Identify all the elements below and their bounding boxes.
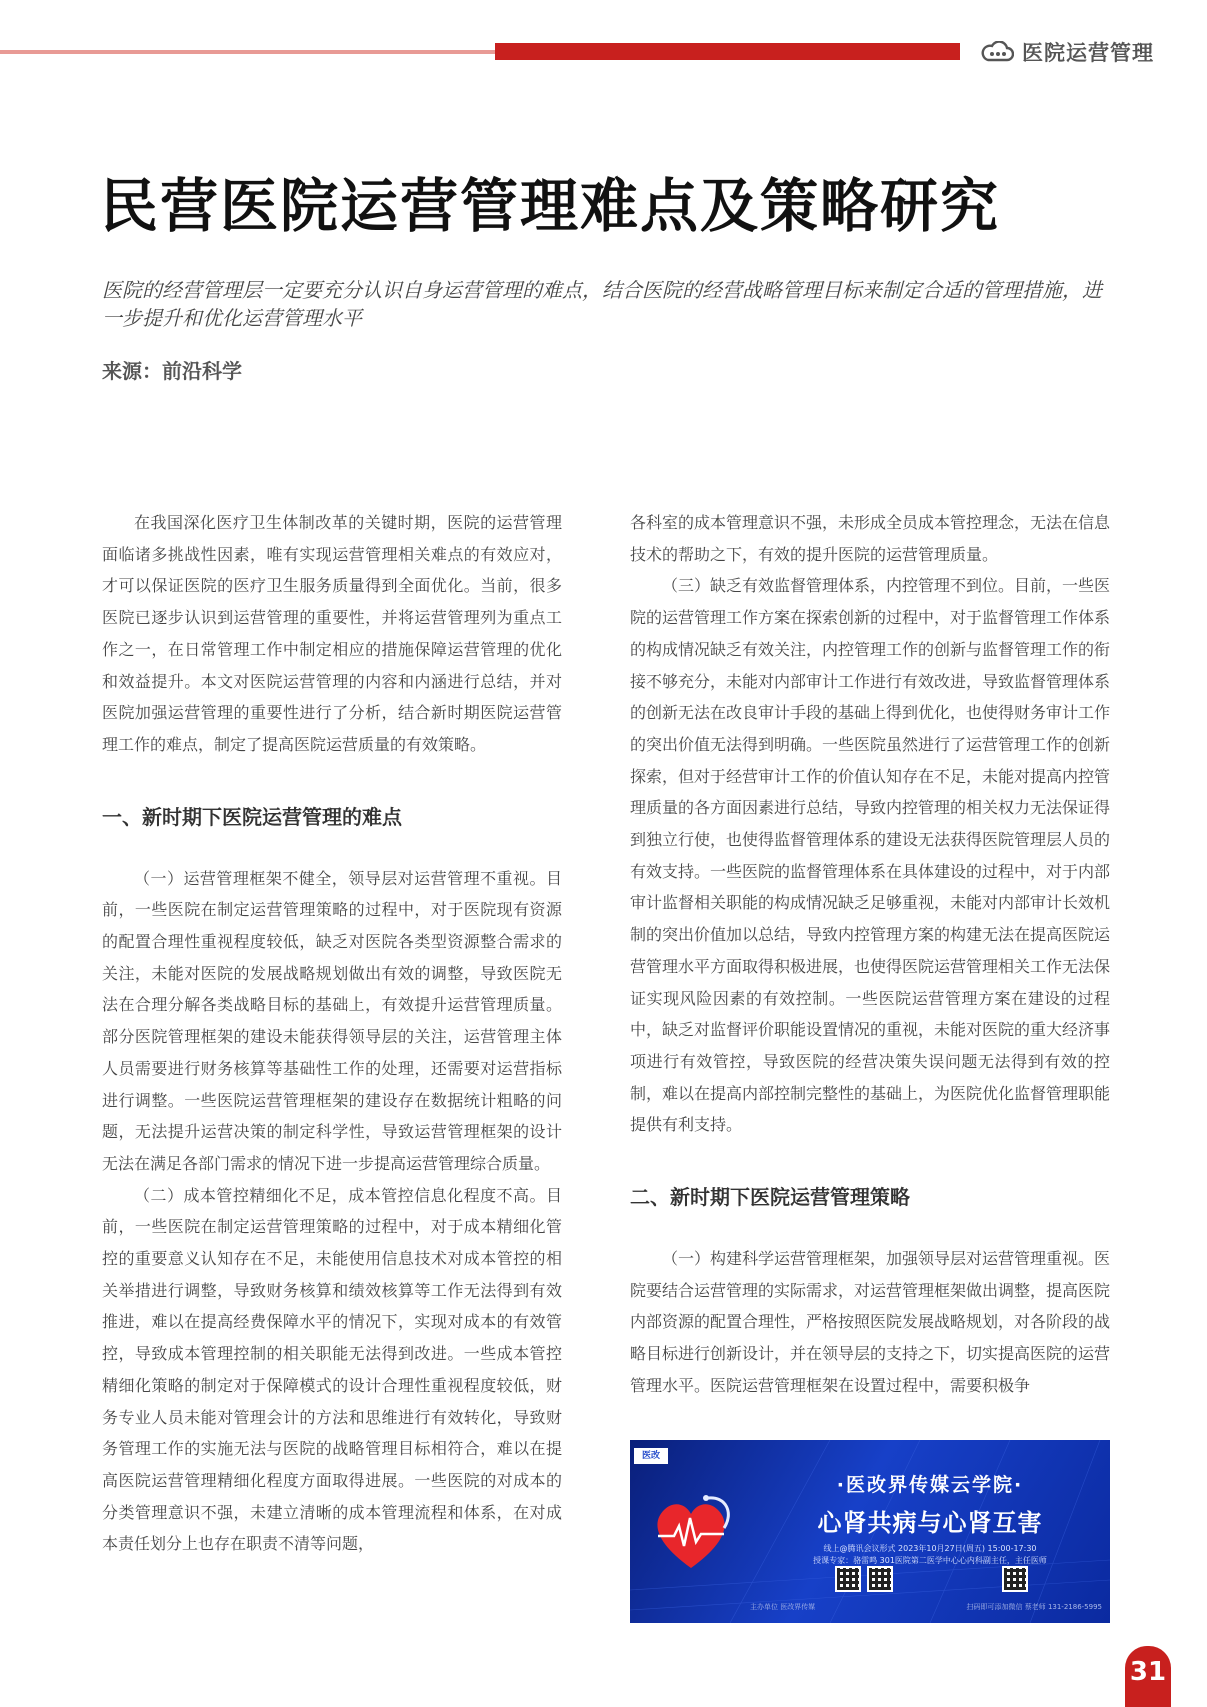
paragraph-continued: 各科室的成本管理意识不强，未形成全员成本管控理念，无法在信息技术的帮助之下，有效的提升医院的运营管理质量。 xyxy=(630,513,1111,564)
header-brand xyxy=(980,36,1154,68)
brand-label: 医院运营管理 xyxy=(1022,41,1154,65)
article-subtitle: 医院的经营管理层一定要充分认识自身运营管理的难点，结合医院的经营战略管理目标来制定合适的管理措施，进一步提升和优化运营管理水平 xyxy=(102,278,1102,330)
article-title: 民营医院运营管理难点及策略研究 xyxy=(100,172,1001,240)
paragraph-difficulty-2: （二）成本管控精细化不足，成本管控信息化程度不高。目前，一些医院在制定运营管理策略的过程中，对于成本精细化管控的重要意义认知存在不足，未能使用信息技术对成本管控的相关举措进行调整，导致财务核算和绩效核算等工作无法得到有效推进，难以在提高经费保障水平的情况下，实现对成本的有效管控，导致成本管理控制的相关职能无法得到改进。一些成本管控精细化策略的制定对于保障模式的设计合理性重视程度较低，财务专业人员未能对管理会计的方法和思维进行有效转化，导致财务管理工作的实施无法与医院的战略管理目标相符合，难以在提高医院运营管理精细化程度方面取得进展。一些医院的对成本的分类管理意识不强，未建立清晰的成本管理流程和体系，在对成本责任划分上也存在职责不清等问题， xyxy=(102,1185,562,1554)
banner-speaker: 授课专家：骆雷鸣 301医院第二医学中心心内科副主任，主任医师 xyxy=(813,1556,1047,1565)
banner-details xyxy=(760,1543,1100,1567)
section-heading-1: 一、新时期下医院运营管理的难点 xyxy=(102,804,402,829)
banner-organizer: 主办单位 医改界传媒 xyxy=(750,1603,816,1611)
right-column xyxy=(630,507,1110,1402)
header-rule-light xyxy=(0,50,495,54)
left-column xyxy=(102,507,562,1560)
heart-stethoscope-icon xyxy=(646,1488,736,1578)
qr-code-icon[interactable] xyxy=(1002,1566,1028,1592)
cloud-icon xyxy=(980,41,1014,63)
section-heading-2: 二、新时期下医院运营管理策略 xyxy=(630,1185,910,1210)
qr-code-icon[interactable] xyxy=(835,1566,861,1592)
header-rule-red xyxy=(495,43,960,60)
article-source: 来源：前沿科学 xyxy=(102,359,242,383)
paragraph-difficulty-3: （三）缺乏有效监督管理体系，内控管理不到位。目前，一些医院的运营管理工作方案在探索创新的过程中，对于监督管理工作体系的构成情况缺乏有效关注，内控管理工作的创新与监督管理工作的衔接不够充分，未能对内部审计工作进行有效改进，导致监督管理体系的创新无法在改良审计手段的基础上得到优化，也使得财务审计工作的突出价值无法得到明确。一些医院虽然进行了运营管理工作的创新探索，但对于经营审计工作的价值认知存在不足，未能对提高内控管理质量的各方面因素进行总结，导致内控管理的相关权力无法保证得到独立行使，也使得监督管理体系的建设无法获得医院管理层人员的有效支持。一些医院的监督管理体系在具体建设的过程中，对于内部审计监督相关职能的构成情况缺乏足够重视，未能对内部审计长效机制的突出价值加以总结，导致内控管理方案的构建无法在提高医院运营管理水平方面取得积极进展，也使得医院运营管理相关工作无法保证实现风险因素的有效控制。一些医院运营管理方案在建设的过程中，缺乏对监督评价职能设置情况的重视，未能对医院的重大经济事项进行有效管控，导致医院的经营决策失误问题无法得到有效的控制，难以在提高内部控制完整性的基础上，为医院优化监督管理职能提供有利支持。 xyxy=(630,576,1111,1135)
page-number: 31 xyxy=(1125,1646,1171,1707)
paragraph-difficulty-1: （一）运营管理框架不健全，领导层对运营管理不重视。目前，一些医院在制定运营管理策略的过程中，对于医院现有资源的配置合理性重视程度较低，缺乏对医院各类型资源整合需求的关注，未能对医院的发展战略规划做出有效的调整，导致医院无法在合理分解各类战略目标的基础上，有效提升运营管理质量。部分医院管理框架的建设未能获得领导层的关注，运营管理主体人员需要进行财务核算等基础性工作的处理，还需要对运营指标进行调整。一些医院运营管理框架的建设存在数据统计粗略的问题，无法提升运营决策的制定科学性，导致运营管理框架的设计无法在满足各部门需求的情况下进一步提高运营管理综合质量。 xyxy=(102,868,562,1173)
banner-logo: 医改 xyxy=(634,1448,668,1464)
banner-topic: 心肾共病与心肾互害 xyxy=(817,1509,1043,1537)
banner-schedule: 线上@腾讯会议形式 2023年10月27日(周五) 15:00-17:30 xyxy=(823,1544,1037,1553)
banner-org: ·医改界传媒云学院· xyxy=(836,1474,1024,1496)
event-banner-ad[interactable] xyxy=(630,1440,1110,1623)
qr-code-icon[interactable] xyxy=(867,1566,893,1592)
banner-contact: 扫码即可添加微信 蔡老师 131-2186-5995 xyxy=(966,1603,1102,1611)
intro-paragraph: 在我国深化医疗卫生体制改革的关键时期，医院的运营管理面临诸多挑战性因素，唯有实现运营管理相关难点的有效应对，才可以保证医院的医疗卫生服务质量得到全面优化。当前，很多医院已逐步认识到运营管理的重要性，并将运营管理列为重点工作之一，在日常管理工作中制定相应的措施保障运营管理的优化和效益提升。本文对医院运营管理的内容和内涵进行总结，并对医院加强运营管理的重要性进行了分析，结合新时期医院运营管理工作的难点，制定了提高医院运营质量的有效策略。 xyxy=(102,513,562,754)
paragraph-strategy-1: （一）构建科学运营管理框架，加强领导层对运营管理重视。医院要结合运营管理的实际需求，对运营管理框架做出调整，提高医院内部资源的配置合理性，严格按照医院发展战略规划，对各阶段的战略目标进行创新设计，并在领导层的支持之下，切实提高医院的运营管理水平。医院运营管理框架在设置过程中，需要积极争 xyxy=(630,1249,1111,1395)
